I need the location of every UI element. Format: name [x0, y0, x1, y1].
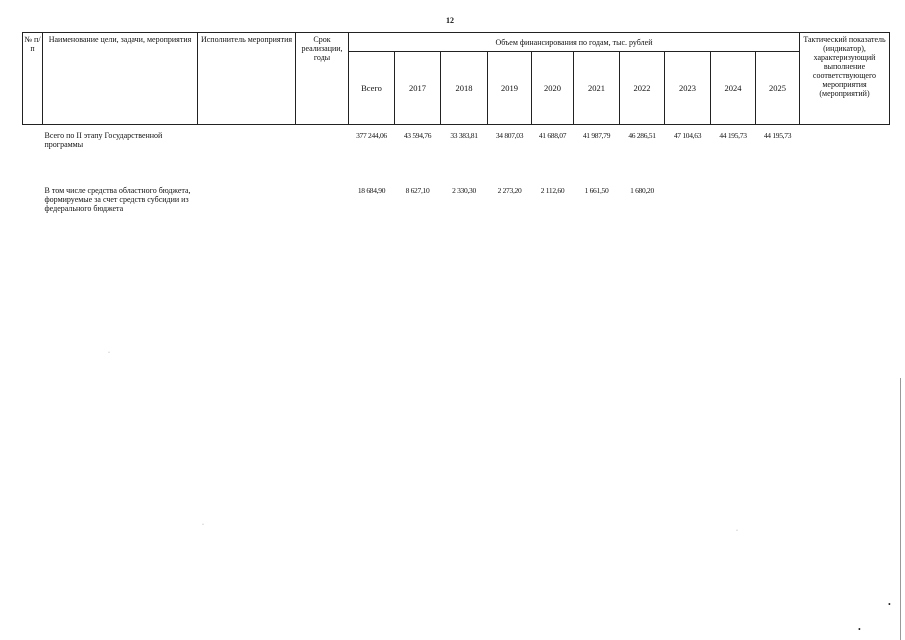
scan-edge-line [900, 378, 901, 640]
header-year: 2025 [756, 52, 800, 125]
table-row [23, 186, 890, 236]
cell-total: 377 244,06 [356, 131, 387, 140]
cell-executor [198, 131, 296, 186]
cell-value: 2 330,30 [452, 186, 476, 195]
header-year: 2020 [532, 52, 574, 125]
header-total: Всего [349, 52, 395, 125]
cell-value: 33 383,81 [450, 131, 478, 140]
cell-total: 18 684,90 [357, 186, 386, 195]
cell-value: 2 273,20 [497, 186, 522, 195]
header-year: 2021 [574, 52, 620, 125]
header-indicator: Тактический показатель (индикатор), характеризующий выполнение соответствующего мероприятия (мероприятий) [800, 33, 890, 125]
scan-speck: · [108, 350, 110, 356]
page-number: 12 [446, 16, 454, 25]
scan-speck: • [888, 600, 891, 609]
scan-speck: · [736, 528, 738, 534]
header-num: № п/п [23, 33, 43, 125]
row-name: Всего по II этапу Государственной программы [44, 131, 163, 149]
cell-value: 1 680,20 [630, 186, 654, 195]
cell-value [711, 186, 756, 236]
cell-value: 44 195,73 [763, 131, 792, 140]
cell-value: 2 112,60 [540, 186, 565, 195]
cell-value: 34 807,03 [495, 131, 524, 140]
cell-executor [198, 186, 296, 236]
header-executor: Исполнитель мероприятия [198, 33, 296, 125]
cell-num [23, 131, 43, 186]
cell-value: 41 688,07 [538, 131, 567, 140]
cell-value: 44 195,73 [719, 131, 747, 140]
cell-value: 8 627,10 [405, 186, 430, 195]
header-year: 2024 [711, 52, 756, 125]
scan-speck: · [202, 522, 204, 528]
cell-num [23, 186, 43, 236]
cell-value: 43 594,76 [403, 131, 432, 140]
header-year: 2022 [620, 52, 665, 125]
header-funding-group: Объем финансирования по годам, тыс. рублей [349, 33, 800, 52]
cell-value: 46 286,51 [628, 131, 656, 140]
header-name: Наименование цели, задачи, мероприятия [43, 33, 198, 125]
cell-value [756, 186, 800, 236]
cell-value [665, 186, 711, 236]
cell-value: 41 987,79 [582, 131, 611, 140]
header-year: 2019 [488, 52, 532, 125]
cell-term [296, 186, 349, 236]
header-year: 2023 [665, 52, 711, 125]
header-year: 2018 [441, 52, 488, 125]
cell-value: 47 104,63 [673, 131, 702, 140]
cell-term [296, 131, 349, 186]
cell-indicator [800, 131, 890, 186]
row-name: В том числе средства областного бюджета, формируемые за счет средств субсидии из федерального бюджета [44, 186, 191, 213]
scan-speck: • [858, 625, 861, 634]
cell-indicator [800, 186, 890, 236]
header-term: Срок реализации, годы [296, 33, 349, 125]
funding-table [22, 32, 890, 236]
table-row [23, 131, 890, 186]
header-year: 2017 [395, 52, 441, 125]
cell-value: 1 661,50 [584, 186, 609, 195]
